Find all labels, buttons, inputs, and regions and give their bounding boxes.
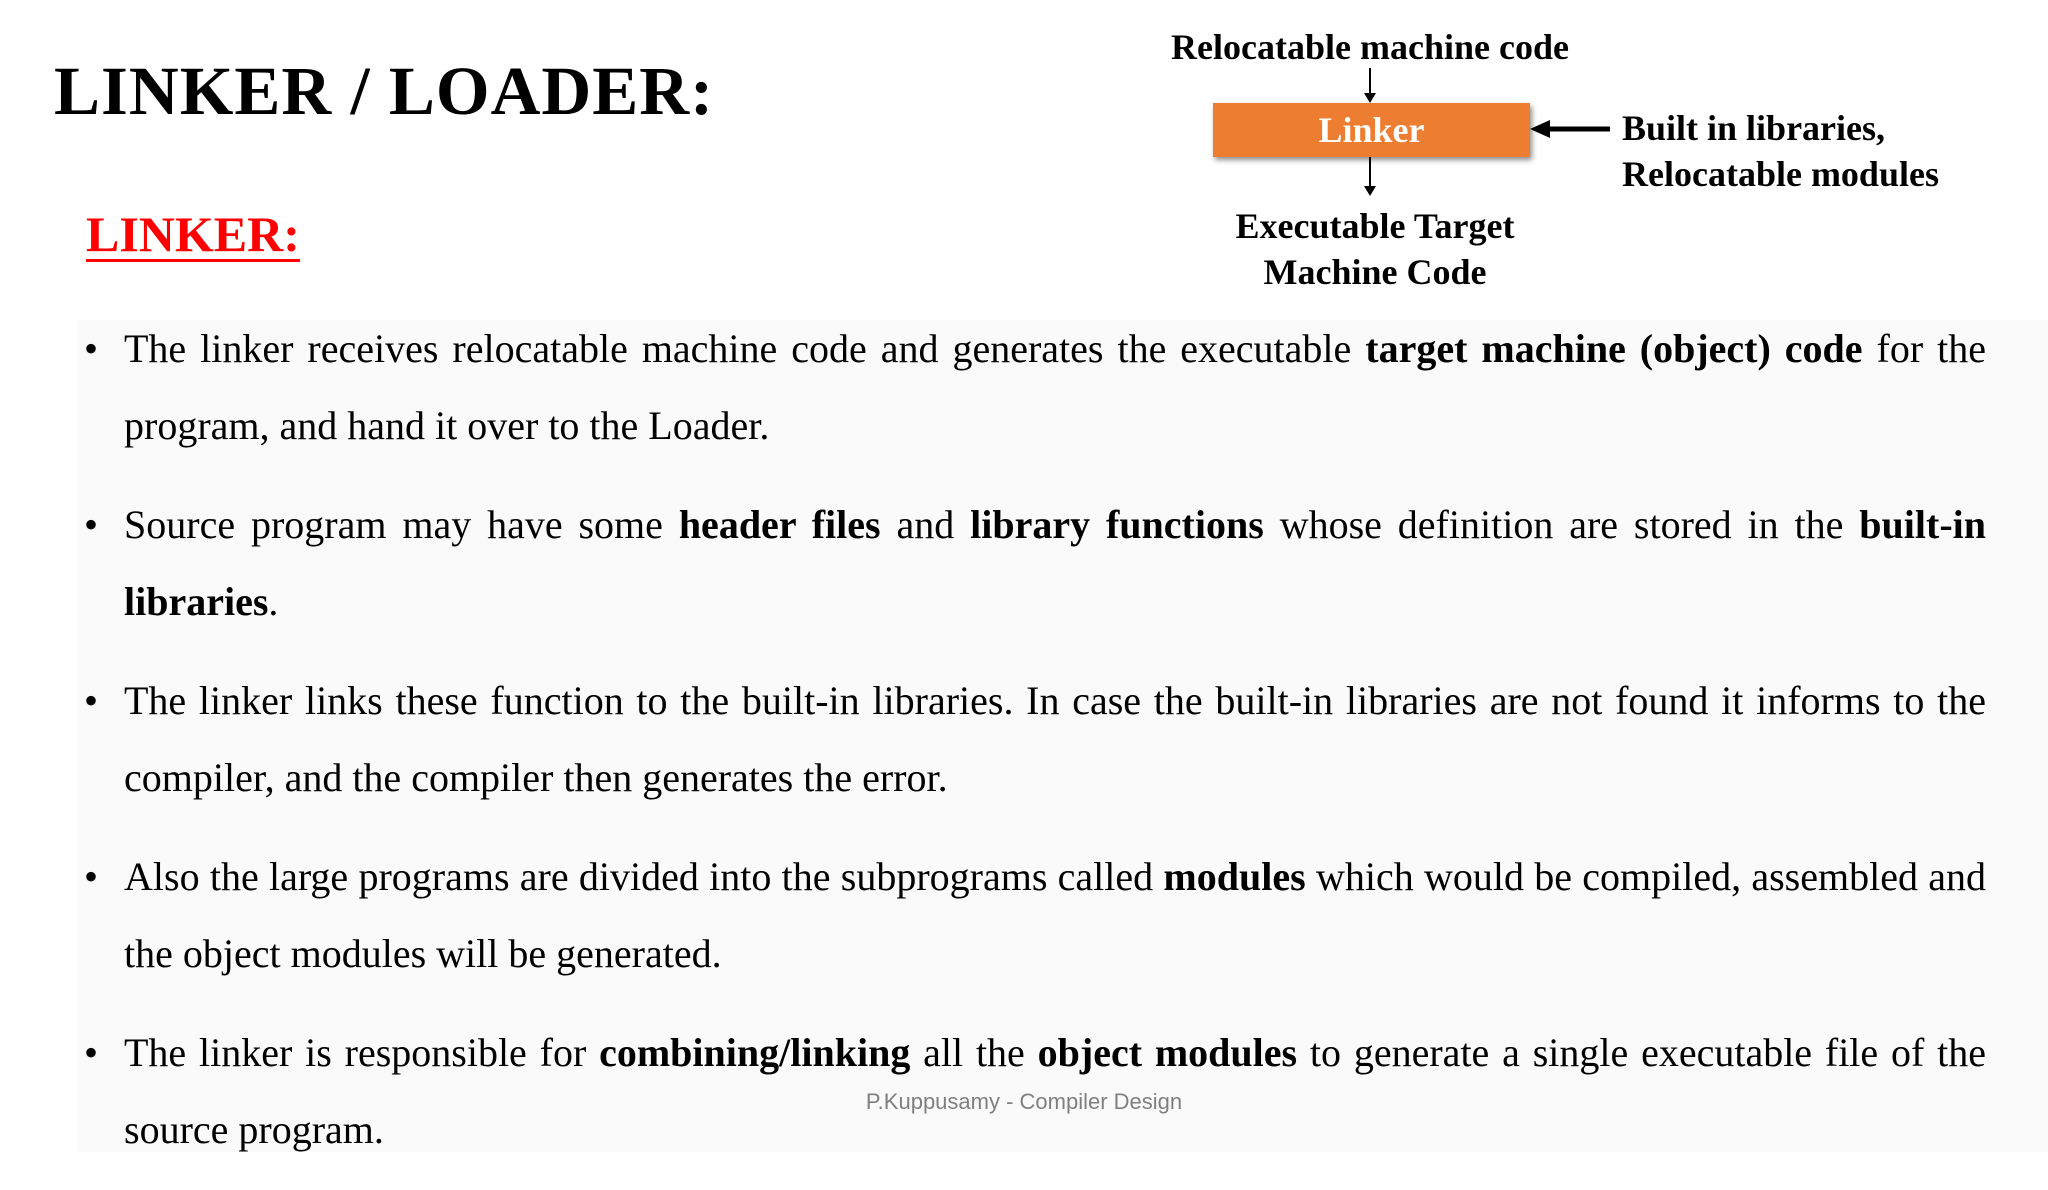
diagram-input-label: Relocatable machine code <box>1171 27 1569 67</box>
text-segment: Also the large programs are divided into the subprograms called <box>124 854 1164 899</box>
output-label-line-2: Machine Code <box>1263 252 1487 292</box>
bullet-item <box>84 310 1986 464</box>
slide-title: LINKER / LOADER: <box>54 53 715 129</box>
bullet-dot-icon: • <box>84 502 99 547</box>
side-label-line-2: Relocatable modules <box>1622 154 1939 194</box>
bold-phrase: built-in libraries <box>124 502 1987 624</box>
section-heading: LINKER: <box>86 206 300 262</box>
text-segment: The linker is responsible for <box>124 1030 600 1075</box>
output-label-line-1: Executable Target <box>1235 206 1515 246</box>
linker-diagram <box>0 0 2048 300</box>
text-segment: whose definition are stored in the <box>1263 502 1860 547</box>
bold-phrase: modules <box>1163 854 1306 899</box>
bold-phrase: object modules <box>1037 1030 1298 1075</box>
down-arrow-icon <box>1362 68 1378 104</box>
bullet-dot-icon: • <box>84 678 99 723</box>
bullet-dot-icon: • <box>84 854 99 899</box>
text-segment: The linker receives relocatable machine code and generates the executable <box>124 326 1366 371</box>
text-segment: . <box>268 579 279 624</box>
bold-phrase: combining/linking <box>599 1030 911 1075</box>
bold-phrase: library functions <box>970 502 1264 547</box>
side-label-line-1: Built in libraries, <box>1622 108 1886 148</box>
diagram-side-label <box>1622 105 1939 197</box>
text-segment: to generate a single executable file of the source program. <box>124 1030 1987 1152</box>
text-segment: The linker links these function to the built-in libraries. In case the built-in libraries are not found it informs to the compiler, and the compiler then generates the error. <box>124 678 1986 800</box>
text-segment: and <box>880 502 971 547</box>
bold-phrase: target machine (object) code <box>1365 326 1863 371</box>
footer-text: P.Kuppusamy - Compiler Design <box>865 1089 1183 1114</box>
text-segment: Source program may have some <box>124 502 679 547</box>
diagram-output-label <box>1180 203 1570 295</box>
bullet-item <box>84 838 1986 992</box>
down-arrow-icon <box>1362 157 1378 197</box>
linker-box: Linker <box>1213 103 1530 157</box>
bullet-dot-icon: • <box>84 1030 99 1075</box>
bullet-item <box>84 662 1986 816</box>
bullet-list <box>84 310 1986 1190</box>
text-segment: which would be compiled, assembled and the object modules will be generated. <box>124 854 1986 976</box>
text-segment: for the program, and hand it over to the Loader. <box>124 326 1986 448</box>
bold-phrase: header files <box>678 502 881 547</box>
text-segment: all the <box>910 1030 1038 1075</box>
left-arrow-icon <box>1530 118 1610 140</box>
bullet-item <box>84 486 1986 640</box>
bullet-dot-icon: • <box>84 326 99 371</box>
